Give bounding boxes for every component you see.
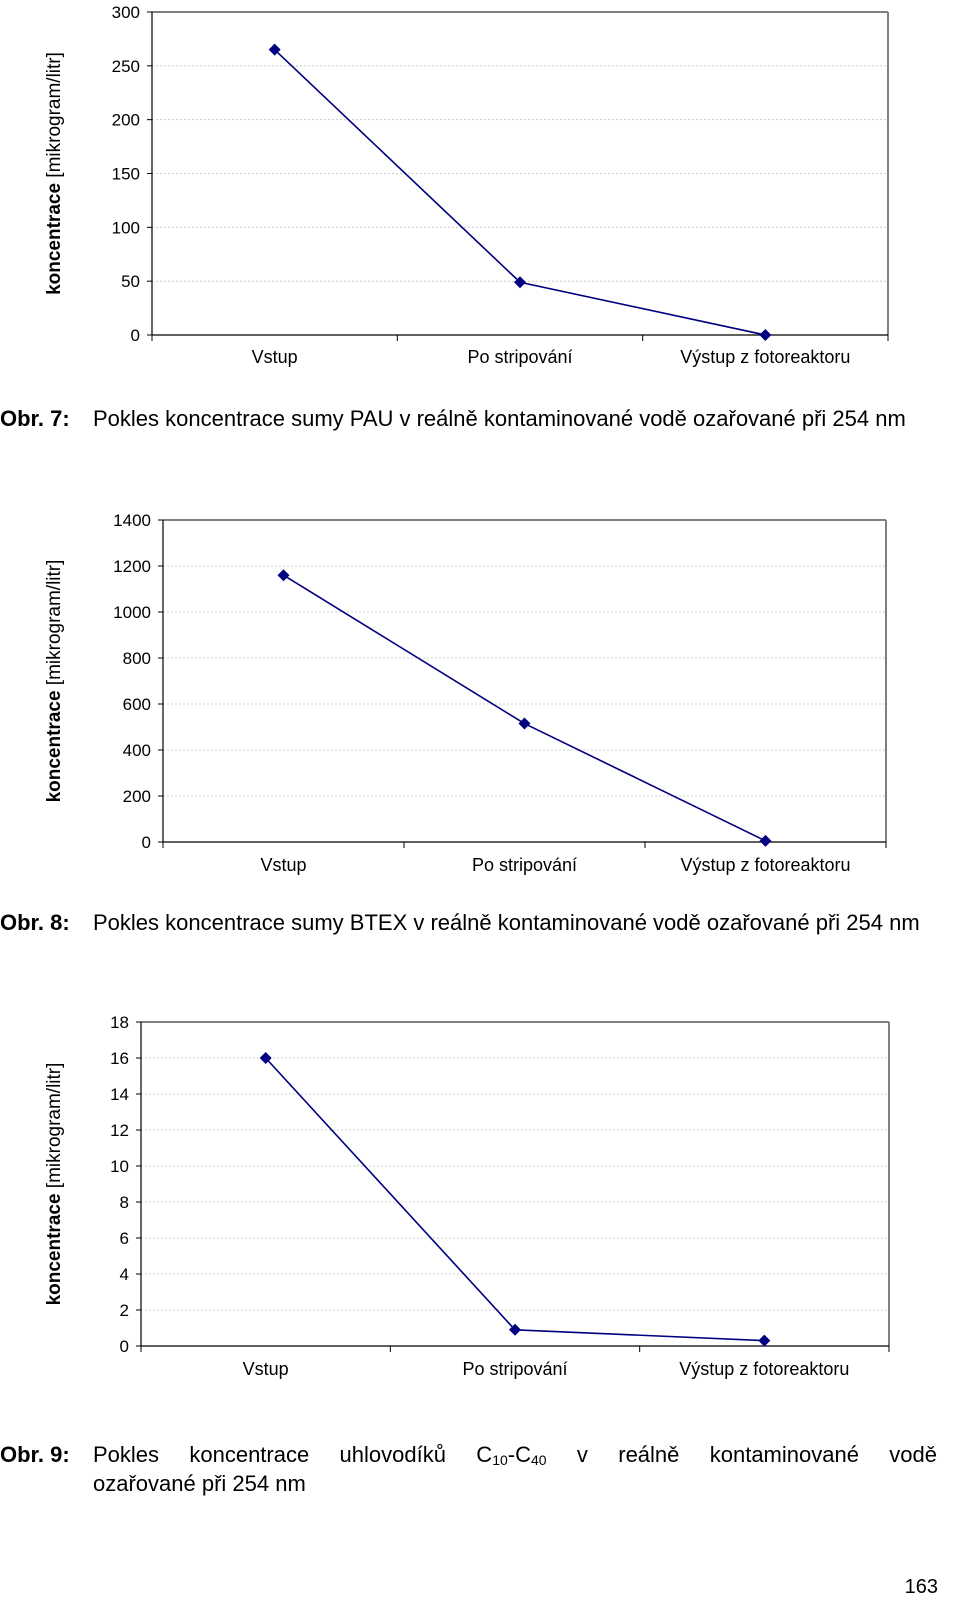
- y-tick-label: 1400: [113, 511, 151, 530]
- figure-caption-8: [0, 908, 960, 968]
- figure-caption-text: [93, 1440, 937, 1469]
- x-tick-label: Výstup z fotoreaktoru: [679, 1359, 850, 1379]
- series-line: [275, 50, 766, 335]
- caption-line-2: ozařované při 254 nm: [93, 1471, 306, 1496]
- chart-btex-svg: [0, 505, 960, 890]
- y-tick-label: 6: [119, 1229, 129, 1248]
- data-point: [759, 329, 771, 341]
- figure-caption-7: [0, 404, 960, 464]
- y-tick-label: 0: [141, 833, 151, 852]
- data-point: [760, 835, 772, 847]
- y-tick-label: 0: [119, 1337, 129, 1356]
- x-tick-label: Vstup: [260, 855, 307, 875]
- y-tick-label: 2: [119, 1301, 129, 1320]
- y-tick-label: 300: [111, 3, 140, 22]
- y-tick-label: 800: [122, 649, 151, 668]
- series-line: [284, 575, 766, 841]
- y-tick-label: 50: [121, 272, 140, 292]
- y-tick-label: 100: [111, 218, 140, 238]
- y-tick-label: 18: [110, 1013, 129, 1032]
- y-tick-label: 250: [111, 56, 140, 76]
- y-axis-title: [44, 52, 65, 295]
- y-tick-label: 12: [110, 1121, 129, 1140]
- data-point: [278, 569, 290, 581]
- chart-hydrocarbons-svg: [0, 1005, 960, 1390]
- series-line: [266, 1058, 765, 1341]
- y-tick-label: 14: [110, 1085, 129, 1104]
- data-point: [758, 1335, 770, 1347]
- y-axis-title: [44, 560, 65, 803]
- y-tick-label: 0: [130, 326, 140, 345]
- x-tick-label: Po stripování: [467, 347, 573, 367]
- y-tick-label: 4: [119, 1265, 129, 1284]
- y-tick-label: 200: [122, 787, 151, 806]
- y-tick-label: 8: [119, 1193, 129, 1212]
- x-tick-label: Po stripování: [462, 1359, 568, 1379]
- chart-pau-svg: [0, 0, 960, 380]
- chart-pau: [0, 0, 960, 380]
- caption-subscript: 10: [492, 1452, 508, 1468]
- x-tick-label: Po stripování: [471, 855, 578, 875]
- y-tick-label: 16: [110, 1049, 129, 1068]
- figure-label: Obr. 7:: [0, 406, 70, 431]
- y-axis-title: [44, 1063, 65, 1306]
- y-axis-title-unit: [mikrogram/litr]: [44, 52, 65, 183]
- caption-part: Pokles koncentrace uhlovodíků C: [93, 1442, 493, 1467]
- chart-hydrocarbons: [0, 1005, 960, 1390]
- caption-part: -C: [507, 1442, 531, 1467]
- figure-caption-text: Pokles koncentrace sumy PAU v reálně kontaminované vodě ozařované při 254 nm: [93, 406, 906, 431]
- figure-label: Obr. 8:: [0, 910, 70, 935]
- x-tick-label: Vstup: [251, 347, 298, 367]
- y-axis-title-bold: koncentrace: [44, 182, 65, 295]
- data-point: [519, 718, 531, 730]
- x-tick-label: Výstup z fotoreaktoru: [680, 855, 851, 875]
- figure-caption-text: Pokles koncentrace sumy BTEX v reálně kontaminované vodě ozařované při 254 nm: [93, 910, 920, 935]
- y-tick-label: 1000: [113, 603, 151, 622]
- caption-part: v reálně kontaminované vodě: [546, 1442, 937, 1467]
- y-tick-label: 200: [111, 110, 140, 130]
- y-tick-label: 150: [111, 164, 140, 184]
- figure-label: Obr. 9:: [0, 1442, 70, 1467]
- page-number: 163: [904, 1576, 938, 1598]
- chart-btex: [0, 505, 960, 890]
- figure-caption-9: [0, 1440, 960, 1500]
- x-tick-label: Výstup z fotoreaktoru: [680, 347, 851, 367]
- y-tick-label: 10: [110, 1157, 129, 1176]
- y-axis-title-bold: koncentrace: [44, 690, 65, 803]
- y-tick-label: 1200: [113, 557, 151, 576]
- y-axis-title-unit: [mikrogram/litr]: [44, 559, 65, 691]
- y-axis-title-bold: koncentrace: [44, 1193, 65, 1306]
- y-tick-label: 600: [122, 695, 151, 714]
- caption-subscript: 40: [531, 1452, 547, 1468]
- x-tick-label: Vstup: [242, 1359, 289, 1379]
- y-axis-title-unit: [mikrogram/litr]: [44, 1062, 65, 1194]
- y-tick-label: 400: [122, 741, 151, 760]
